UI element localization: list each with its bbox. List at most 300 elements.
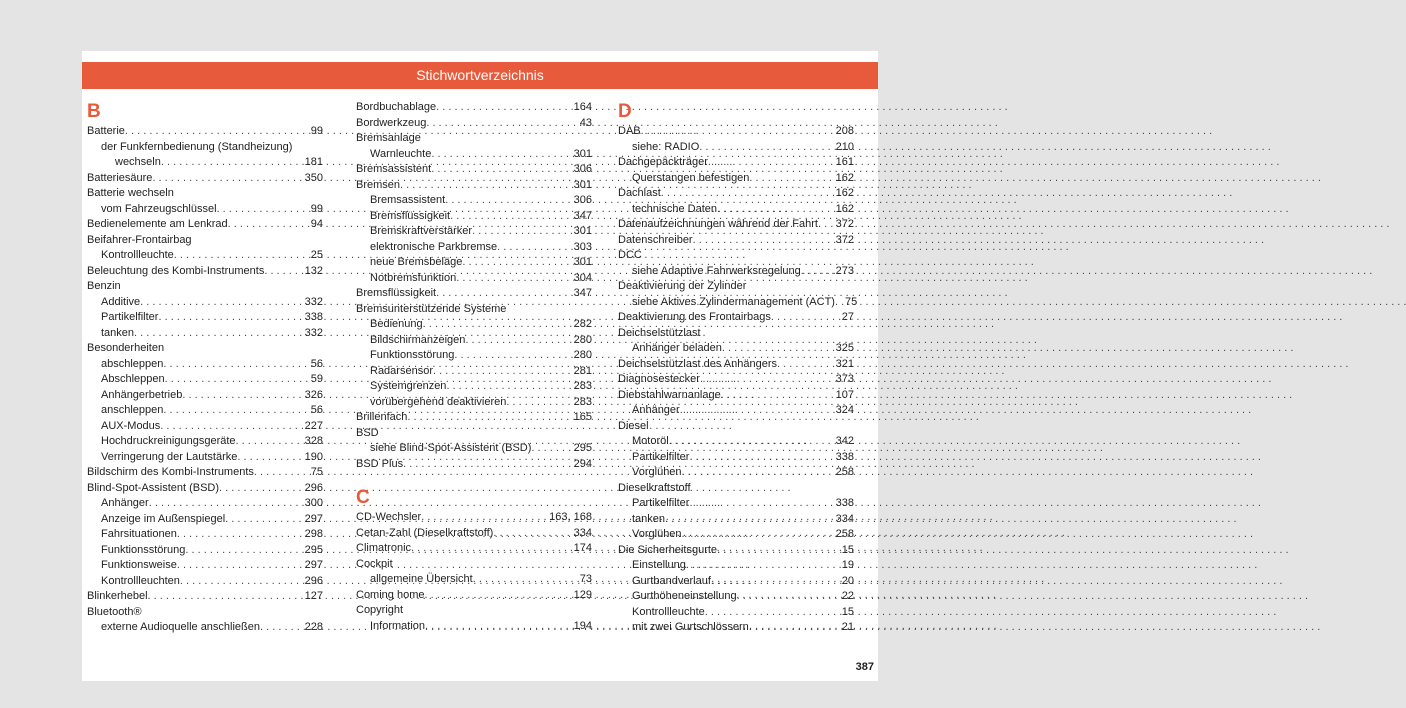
dot-leader: [818, 217, 832, 233]
page-reference[interactable]: 347: [573, 209, 592, 222]
dot-leader: [140, 295, 301, 311]
page-reference[interactable]: 75: [310, 466, 323, 478]
entry-term: Bedienung: [370, 318, 423, 330]
index-subentry: [618, 403, 854, 419]
page-reference[interactable]: 59: [310, 373, 323, 385]
dot-leader: [152, 171, 300, 187]
dot-leader: [689, 450, 831, 466]
entry-term: Deaktivierung der Zylinder: [618, 280, 747, 292]
entry-term: Verringerung der Lautstärke: [101, 450, 238, 463]
dot-leader: [711, 574, 838, 590]
page-reference[interactable]: 373: [835, 373, 854, 385]
index-subentry: [356, 379, 592, 395]
entry-term: vorübergehend deaktivieren: [370, 395, 507, 408]
entry-term: Bordwerkzeug: [356, 116, 427, 129]
page-reference[interactable]: 280: [573, 349, 592, 361]
dot-leader: [472, 224, 570, 240]
index-subentry: [618, 264, 854, 280]
dot-leader: [473, 572, 576, 588]
dot-leader: [236, 434, 301, 450]
entry-term: Fahrsituationen: [101, 528, 177, 540]
entry-term: Systemgrenzen: [370, 380, 447, 392]
page-reference[interactable]: 163, 168: [549, 511, 592, 523]
index-subentry: [87, 388, 323, 404]
dot-leader: [254, 465, 307, 481]
page-reference[interactable]: 94: [310, 218, 323, 230]
entry-term: Vorglühen: [632, 528, 682, 540]
index-entry: [87, 589, 323, 605]
index-entry: [356, 286, 592, 302]
entry-term: Anhänger: [632, 404, 680, 416]
dot-leader: [423, 317, 570, 333]
index-subentry: [618, 605, 854, 621]
page-reference[interactable]: 296: [304, 574, 323, 587]
index-entry: [618, 155, 854, 171]
dot-leader: [454, 348, 569, 364]
page-reference[interactable]: 227: [304, 419, 323, 432]
entry-term: Einstellung: [632, 559, 686, 571]
entry-term: vom Fahrzeugschlüssel: [101, 202, 217, 215]
page-reference[interactable]: 190: [304, 450, 323, 463]
page-reference[interactable]: 306: [573, 194, 592, 206]
page-reference[interactable]: 56: [310, 404, 323, 416]
index-subentry: [356, 209, 592, 225]
index-entry: [356, 116, 592, 132]
dot-leader: [217, 202, 307, 218]
section-spacer: [356, 472, 592, 486]
index-entry: [356, 557, 592, 573]
index-subentry: [87, 403, 323, 419]
entry-term: Bremsassistent: [356, 163, 432, 175]
page-reference[interactable]: 280: [573, 333, 592, 346]
index-subentry: [356, 147, 592, 163]
dot-leader: [264, 264, 300, 280]
page-reference[interactable]: 282: [573, 318, 592, 330]
entry-term: siehe Blind-Spot-Assistent (BSD): [370, 442, 532, 454]
index-subentry: [618, 589, 854, 605]
page-reference[interactable]: 338: [835, 497, 854, 509]
index-letter-heading: D: [618, 101, 632, 122]
entry-term: Beifahrer-Frontairbag: [87, 233, 192, 246]
index-entry: [87, 124, 323, 140]
entry-term: Querstangen befestigen: [632, 171, 750, 184]
entry-term: elektronische Parkbremse: [370, 240, 498, 253]
page-number: 387: [855, 661, 874, 673]
index-entry: [356, 510, 592, 526]
entry-term: der Funkfernbedienung (Standheizung): [101, 140, 293, 153]
page-reference[interactable]: 43: [579, 116, 592, 129]
dot-leader: [149, 496, 301, 512]
page-reference[interactable]: 296: [304, 481, 323, 494]
page-reference[interactable]: 300: [304, 497, 323, 509]
entry-term: Anhänger: [101, 497, 149, 509]
entry-term: Information: [370, 619, 426, 632]
index-subentry: [356, 255, 592, 271]
index-subentry: [87, 419, 323, 435]
index-entry: [356, 100, 592, 116]
index-subentry: [618, 574, 854, 590]
index-entry: [87, 279, 323, 295]
entry-term: Dachgepäckträger: [618, 156, 708, 168]
dot-leader: [424, 588, 569, 604]
entry-term: Climatronic: [356, 542, 412, 554]
page-reference[interactable]: 342: [835, 435, 854, 447]
index-subentry: [356, 317, 592, 333]
entry-term: Bremsflüssigkeit: [356, 287, 437, 299]
index-entry: [356, 410, 592, 426]
index-subentry: [87, 372, 323, 388]
entry-term: siehe Aktives Zylindermanagement (ACT): [632, 295, 835, 308]
dot-leader: [158, 310, 300, 326]
entry-term: Dieselkraftstoff: [618, 481, 691, 494]
index-subentry: [356, 224, 592, 240]
dot-leader: [450, 209, 570, 225]
entry-term: Bildschirm des Kombi-Instruments: [87, 466, 254, 478]
entry-term: DCC: [618, 249, 642, 261]
dot-leader: [717, 543, 838, 559]
page-reference[interactable]: 132: [304, 264, 323, 277]
dot-leader: [421, 510, 545, 526]
entry-term: Kontrollleuchte: [101, 249, 174, 261]
entry-term: Anzeige im Außenspiegel: [101, 512, 226, 525]
page-reference[interactable]: 162: [835, 187, 854, 199]
page-reference[interactable]: 332: [304, 295, 323, 308]
dot-leader: [260, 620, 301, 636]
dot-leader: [237, 450, 300, 466]
page-reference[interactable]: 73: [579, 573, 592, 585]
dot-leader: [436, 100, 570, 116]
entry-term: Diebstahlwarnanlage: [618, 388, 721, 401]
page-reference[interactable]: 297: [304, 559, 323, 571]
index-subentry: [618, 512, 854, 528]
index-entry: [618, 217, 854, 233]
page-reference[interactable]: 338: [304, 311, 323, 323]
entry-term: Cetan-Zahl (Dieselkraftstoff): [356, 526, 494, 539]
entry-term: Batteriesäure: [87, 171, 153, 184]
entry-term: Bildschirmanzeigen: [370, 333, 466, 346]
dot-leader: [737, 589, 838, 605]
index-subentry: [87, 326, 323, 342]
entry-term: Deichselstützlast des Anhängers: [618, 357, 777, 370]
entry-term: Funktionsstörung: [101, 543, 186, 556]
entry-term: Coming home: [356, 588, 425, 601]
page-reference[interactable]: 174: [573, 542, 592, 554]
entry-term: Abschleppen: [101, 373, 165, 385]
dot-leader: [465, 333, 569, 349]
index-entry: [618, 419, 854, 435]
index-subentry: [618, 620, 854, 636]
entry-term: Bordbuchablage: [356, 101, 437, 113]
page-reference[interactable]: 15: [841, 543, 854, 556]
entry-term: Dachlast: [618, 187, 661, 199]
dot-leader: [456, 271, 569, 287]
manual-page: [82, 51, 878, 681]
dot-leader: [426, 116, 575, 132]
page-reference[interactable]: 338: [835, 450, 854, 463]
entry-term: Funktionsweise: [101, 559, 177, 571]
page-reference[interactable]: 281: [573, 364, 592, 377]
index-subentry: [618, 496, 854, 512]
index-subentry: [87, 527, 323, 543]
page-reference[interactable]: 303: [573, 240, 592, 253]
dot-leader: [445, 193, 569, 209]
page-reference[interactable]: 372: [835, 233, 854, 246]
index-column-1: [87, 100, 323, 636]
index-entry: [618, 326, 854, 342]
entry-term: Datenschreiber: [618, 233, 693, 246]
entry-term: Gurthöheneinstellung: [632, 590, 737, 602]
page-reference[interactable]: 161: [835, 156, 854, 168]
dot-leader: [174, 248, 307, 264]
index-subentry: [87, 558, 323, 574]
page-reference[interactable]: 283: [573, 395, 592, 408]
index-subentry: [356, 572, 592, 588]
entry-term: Datenaufzeichnungen während der Fahrt: [618, 218, 818, 230]
page-reference[interactable]: 19: [841, 559, 854, 571]
index-subentry: [356, 395, 592, 411]
dot-leader: [425, 619, 570, 635]
page-reference[interactable]: 258: [835, 528, 854, 540]
entry-term: DAB: [618, 125, 641, 137]
dot-leader: [686, 558, 838, 574]
dot-leader: [407, 410, 569, 426]
index-entry: [356, 526, 592, 542]
page-reference[interactable]: 162: [835, 202, 854, 215]
dot-leader: [125, 124, 307, 140]
dot-leader: [722, 341, 832, 357]
entry-term: Copyright: [356, 604, 404, 616]
entry-term: Warnleuchte: [370, 147, 432, 160]
index-entry: [356, 162, 592, 178]
index-entry: [87, 605, 323, 621]
dot-leader: [433, 364, 570, 380]
page-reference[interactable]: 181: [304, 156, 323, 168]
entry-term: Hochdruckreinigungsgeräte: [101, 435, 236, 447]
entry-term: tanken: [632, 512, 666, 525]
page-reference[interactable]: 107: [835, 388, 854, 401]
index-entry: [356, 178, 592, 194]
dot-leader: [177, 527, 301, 543]
dot-leader: [228, 217, 307, 233]
dot-leader: [721, 388, 832, 404]
entry-term: BSD: [356, 426, 379, 439]
page-reference[interactable]: 15: [841, 605, 854, 618]
entry-term: abschleppen: [101, 357, 164, 370]
index-entry: [618, 248, 854, 264]
index-entry: [356, 457, 592, 473]
page-reference[interactable]: 325: [835, 342, 854, 354]
page-reference[interactable]: 75: [844, 295, 858, 308]
page-reference[interactable]: 20: [841, 574, 854, 587]
dot-leader: [682, 527, 832, 543]
page-reference[interactable]: 324: [835, 404, 854, 416]
page-reference[interactable]: 283: [573, 380, 592, 392]
page-reference[interactable]: 162: [835, 171, 854, 184]
dot-leader: [163, 357, 306, 373]
entry-term: Additive: [101, 295, 141, 308]
index-letter-heading: B: [87, 101, 101, 122]
index-entry: [356, 541, 592, 557]
dot-leader: [446, 379, 569, 395]
entry-term: BSD Plus: [356, 457, 404, 470]
page-reference[interactable]: 301: [573, 147, 592, 160]
page-reference[interactable]: 301: [573, 225, 592, 237]
index-subentry: [87, 140, 323, 156]
index-entry: [356, 302, 592, 318]
index-subentry: [87, 434, 323, 450]
entry-term: Anhänger beladen: [632, 342, 722, 354]
page-reference[interactable]: 334: [835, 512, 854, 525]
dot-leader: [225, 512, 301, 528]
page-reference[interactable]: 350: [304, 171, 323, 184]
dot-leader: [717, 202, 832, 218]
entry-term: Bremsunterstützende Systeme: [356, 302, 507, 315]
page-reference[interactable]: 294: [573, 457, 592, 470]
index-entry: [618, 543, 854, 559]
page-reference[interactable]: 127: [304, 590, 323, 602]
index-subentry: [87, 543, 323, 559]
index-entry: [618, 310, 854, 326]
index-subentry: [356, 441, 592, 457]
header-band: [82, 62, 878, 89]
entry-term: Diagnosestecker: [618, 373, 700, 385]
index-subentry: [87, 512, 323, 528]
entry-term: Partikelfilter: [632, 450, 690, 463]
page-reference[interactable]: 328: [304, 435, 323, 447]
entry-term: Cockpit: [356, 557, 393, 570]
index-entry: [618, 279, 854, 295]
dot-leader: [680, 403, 832, 419]
index-entry: [87, 233, 323, 249]
page-reference[interactable]: 194: [573, 619, 592, 632]
page-reference[interactable]: 258: [835, 466, 854, 478]
entry-term: Deichselstützlast: [618, 326, 701, 339]
entry-term: Bedienelemente am Lenkrad: [87, 218, 228, 230]
page-reference[interactable]: 326: [304, 388, 323, 401]
index-subentry: [87, 574, 323, 590]
entry-term: allgemeine Übersicht: [370, 573, 473, 585]
page-reference[interactable]: 321: [835, 357, 854, 370]
entry-term: Kontrollleuchte: [632, 605, 705, 618]
entry-term: Benzin: [87, 280, 121, 292]
page-reference[interactable]: 301: [573, 178, 592, 191]
page-reference[interactable]: 99: [310, 125, 323, 137]
index-letter-heading: C: [356, 487, 370, 508]
entry-term: Gurtbandverlauf: [632, 574, 711, 587]
entry-term: Kontrollleuchten: [101, 574, 180, 587]
entry-term: neue Bremsbeläge: [370, 256, 463, 268]
page-reference[interactable]: 295: [304, 543, 323, 556]
page-reference[interactable]: 306: [573, 163, 592, 175]
index-subentry: [618, 465, 854, 481]
page-title: Stichwortverzeichnis: [416, 67, 544, 83]
entry-term: Die Sicherheitsgurte: [618, 543, 718, 556]
page-reference[interactable]: 304: [573, 271, 592, 284]
entry-term: Vorglühen: [632, 466, 682, 478]
page-reference[interactable]: 298: [304, 528, 323, 540]
entry-term: Partikelfilter: [632, 497, 690, 509]
dot-leader: [665, 512, 832, 528]
page-reference[interactable]: 301: [573, 256, 592, 268]
entry-term: Notbremsfunktion: [370, 271, 457, 284]
index-subentry: [87, 450, 323, 466]
index-entry: [87, 481, 323, 497]
page-reference[interactable]: 129: [573, 588, 592, 601]
page-reference[interactable]: 208: [835, 125, 854, 137]
index-entry: [356, 131, 592, 147]
page-reference[interactable]: 228: [304, 621, 323, 633]
page-reference[interactable]: 332: [304, 326, 323, 339]
index-column-3: [618, 100, 858, 636]
dot-leader: [185, 543, 300, 559]
index-subentry: [618, 434, 854, 450]
index-subentry: [618, 171, 854, 187]
dot-leader: [182, 388, 300, 404]
dot-leader: [506, 395, 569, 411]
page-reference[interactable]: 25: [310, 249, 323, 261]
index-subentry: [87, 496, 323, 512]
dot-leader: [403, 457, 570, 473]
entry-term: Radarsensor: [370, 364, 433, 377]
dot-leader: [641, 124, 832, 140]
index-subentry: [356, 364, 592, 380]
index-subentry: [618, 341, 854, 357]
dot-leader: [400, 178, 570, 194]
page-reference[interactable]: 347: [573, 287, 592, 299]
index-entry: [356, 426, 592, 442]
index-entry: [618, 233, 854, 249]
page-reference[interactable]: 99: [310, 202, 323, 215]
page-reference[interactable]: 334: [573, 526, 592, 539]
index-subentry: [87, 248, 323, 264]
page-reference[interactable]: 21: [841, 621, 854, 633]
dot-leader: [801, 264, 832, 280]
index-subentry: [618, 558, 854, 574]
entry-term: wechseln: [115, 156, 161, 168]
dot-leader: [161, 155, 301, 171]
page-reference[interactable]: 56: [310, 357, 323, 370]
entry-term: Bremsanlage: [356, 132, 421, 144]
entry-term: Besonderheiten: [87, 342, 165, 354]
dot-leader: [160, 419, 300, 435]
page-reference[interactable]: 165: [573, 411, 592, 423]
entry-term: Brillenfach: [356, 411, 408, 423]
index-subentry: [356, 348, 592, 364]
dot-leader: [777, 357, 832, 373]
index-subentry: [356, 240, 592, 256]
index-subentry: [87, 295, 323, 311]
page-reference[interactable]: 210: [835, 140, 854, 153]
page-reference[interactable]: 295: [573, 442, 592, 454]
entry-term: Bluetooth®: [87, 605, 142, 618]
index-entry: [618, 388, 854, 404]
index-column-2: [356, 100, 592, 634]
index-subentry: [87, 620, 323, 636]
dot-leader: [693, 233, 832, 249]
index-subentry: [618, 140, 854, 156]
page-reference[interactable]: 372: [835, 218, 854, 230]
index-subentry: [87, 155, 323, 171]
page-reference[interactable]: 22: [841, 590, 854, 602]
entry-term: Blinkerhebel: [87, 590, 148, 602]
page-reference[interactable]: 164: [573, 101, 592, 113]
dot-leader: [148, 589, 301, 605]
page-reference[interactable]: 273: [835, 264, 854, 277]
dot-leader: [411, 541, 570, 557]
index-entry: [356, 588, 592, 604]
page-reference[interactable]: 297: [304, 512, 323, 525]
page-reference[interactable]: 27: [841, 311, 854, 323]
